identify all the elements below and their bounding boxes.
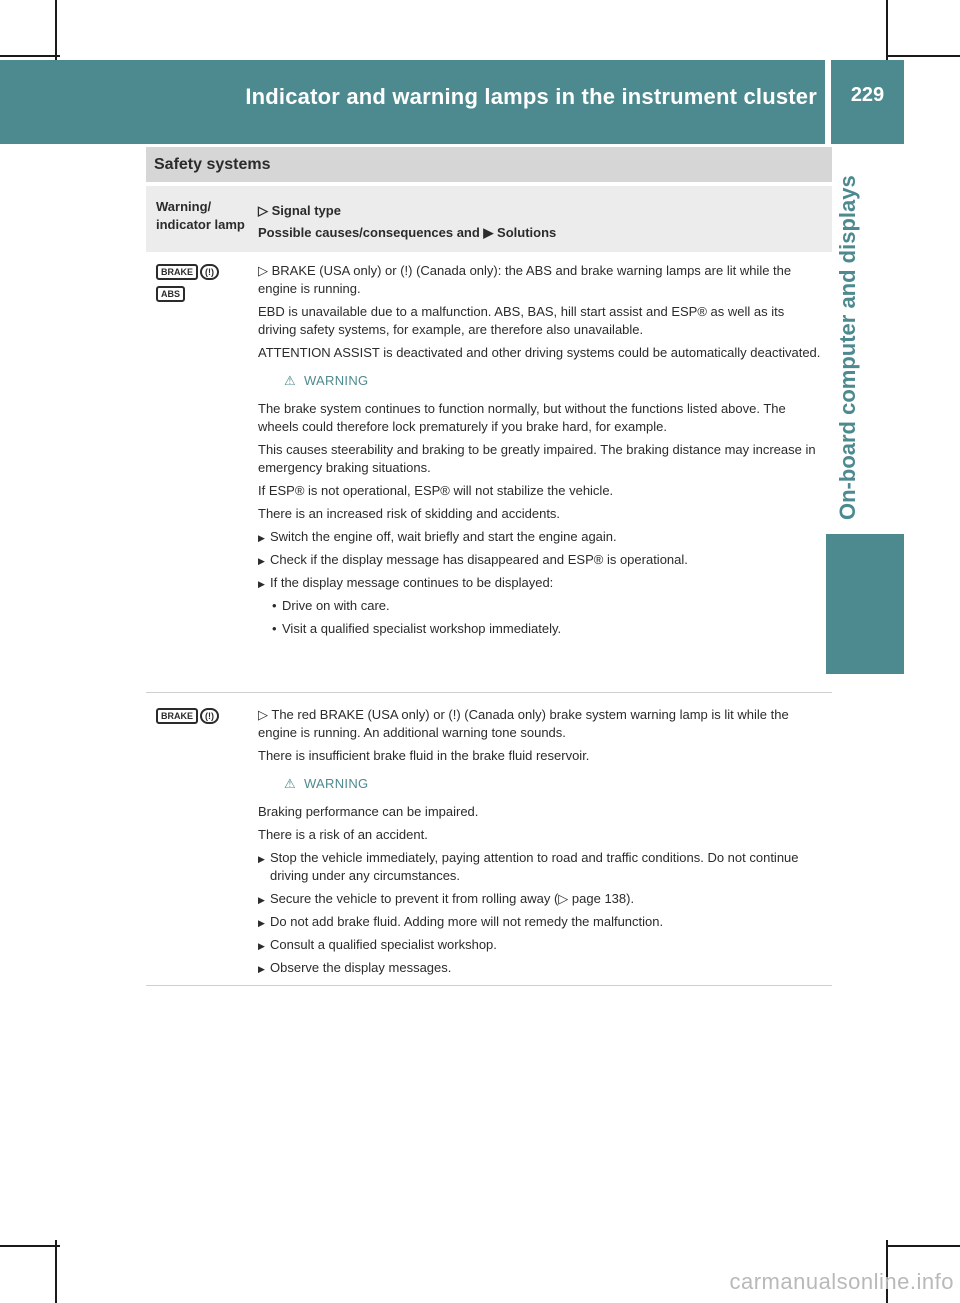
solution-step: ▶ Stop the vehicle immediately, paying attention to road and traffic conditions. Do not continue driving under any circumstances. bbox=[258, 849, 824, 885]
signal-description: ▷ The red BRAKE (USA only) or (!) (Canada only) brake system warning lamp is lit while the engine is running. An additional warning tone sounds. bbox=[258, 707, 789, 740]
crop-mark bbox=[0, 1245, 60, 1247]
lamp-icons bbox=[156, 706, 221, 728]
crop-mark bbox=[0, 55, 60, 57]
brake-warning-circle-icon: (!) bbox=[200, 708, 219, 724]
brake-lamp-icon: BRAKE bbox=[156, 264, 198, 280]
watermark[interactable]: carmanualsonline.info bbox=[729, 1269, 954, 1294]
solution-step: ▶ Do not add brake fluid. Adding more will not remedy the malfunction. bbox=[258, 913, 824, 931]
table-bottom-rule bbox=[146, 985, 832, 986]
warning-heading bbox=[284, 372, 824, 390]
cause-text: ATTENTION ASSIST is deactivated and other driving systems could be automatically deactivated. bbox=[258, 345, 821, 360]
warning-text: Braking performance can be impaired. bbox=[258, 804, 479, 819]
column-header-signal-type: ▷ Signal type bbox=[258, 203, 341, 218]
solution-step: ▶ Switch the engine off, wait briefly and start the engine again. bbox=[258, 528, 824, 546]
solution-step: ▶ Consult a qualified specialist workshop. bbox=[258, 936, 824, 954]
column-header-description bbox=[258, 200, 818, 244]
column-header-causes: Possible causes/consequences and ▶ Solutions bbox=[258, 225, 557, 240]
cause-text: There is insufficient brake fluid in the brake fluid reservoir. bbox=[258, 748, 590, 763]
solution-step: ▶ Check if the display message has disappeared and ESP® is operational. bbox=[258, 551, 824, 569]
brake-warning-circle-icon: (!) bbox=[200, 264, 219, 280]
row-divider bbox=[146, 692, 832, 693]
row-content bbox=[258, 706, 824, 982]
page-header-title: Indicator and warning lamps in the instrument cluster bbox=[245, 84, 817, 109]
side-tab-marker bbox=[826, 534, 904, 674]
warning-text: This causes steerability and braking to be greatly impaired. The braking distance may increase in emergency braking situations. bbox=[258, 442, 816, 475]
warning-triangle-icon: ⚠ bbox=[284, 776, 296, 791]
warning-triangle-icon: ⚠ bbox=[284, 373, 296, 388]
warning-text: If ESP® is not operational, ESP® will not stabilize the vehicle. bbox=[258, 483, 614, 498]
warning-label: WARNING bbox=[303, 776, 369, 791]
row-content bbox=[258, 262, 824, 643]
warning-text: The brake system continues to function normally, but without the functions listed above. The wheels could therefore lock prematurely if you brake hard, for example. bbox=[258, 401, 786, 434]
crop-mark bbox=[55, 0, 57, 62]
solution-bullet: • Visit a qualified specialist workshop immediately. bbox=[258, 620, 824, 638]
crop-mark bbox=[886, 55, 960, 57]
warning-text: There is a risk of an accident. bbox=[258, 827, 428, 842]
solution-step: ▶ Observe the display messages. bbox=[258, 959, 824, 977]
column-header-lamp: Warning/ indicator lamp bbox=[156, 199, 245, 232]
solution-step: ▶ Secure the vehicle to prevent it from rolling away (▷ page 138). bbox=[258, 890, 824, 908]
warning-label: WARNING bbox=[303, 373, 369, 388]
table-header bbox=[146, 186, 832, 252]
brake-lamp-icon: BRAKE bbox=[156, 708, 198, 724]
crop-mark bbox=[55, 1240, 57, 1303]
solution-step: ▶ If the display message continues to be displayed: bbox=[258, 574, 824, 592]
section-title: Safety systems bbox=[146, 147, 832, 182]
crop-mark bbox=[886, 0, 888, 62]
crop-mark bbox=[886, 1245, 960, 1247]
warning-heading bbox=[284, 775, 824, 793]
lamp-icons bbox=[156, 262, 221, 306]
cause-text: EBD is unavailable due to a malfunction. ABS, BAS, hill start assist and ESP® as well as its driving safety systems, for example, are therefore also unavailable. bbox=[258, 304, 785, 337]
warning-text: There is an increased risk of skidding and accidents. bbox=[258, 506, 561, 521]
solution-bullet: • Drive on with care. bbox=[258, 597, 824, 615]
page-number: 229 bbox=[850, 84, 885, 106]
signal-description: ▷ BRAKE (USA only) or (!) (Canada only): the ABS and brake warning lamps are lit while the engine is running. bbox=[258, 263, 792, 296]
side-tab-label: On-board computer and displays bbox=[835, 175, 860, 520]
abs-lamp-icon: ABS bbox=[156, 286, 185, 302]
